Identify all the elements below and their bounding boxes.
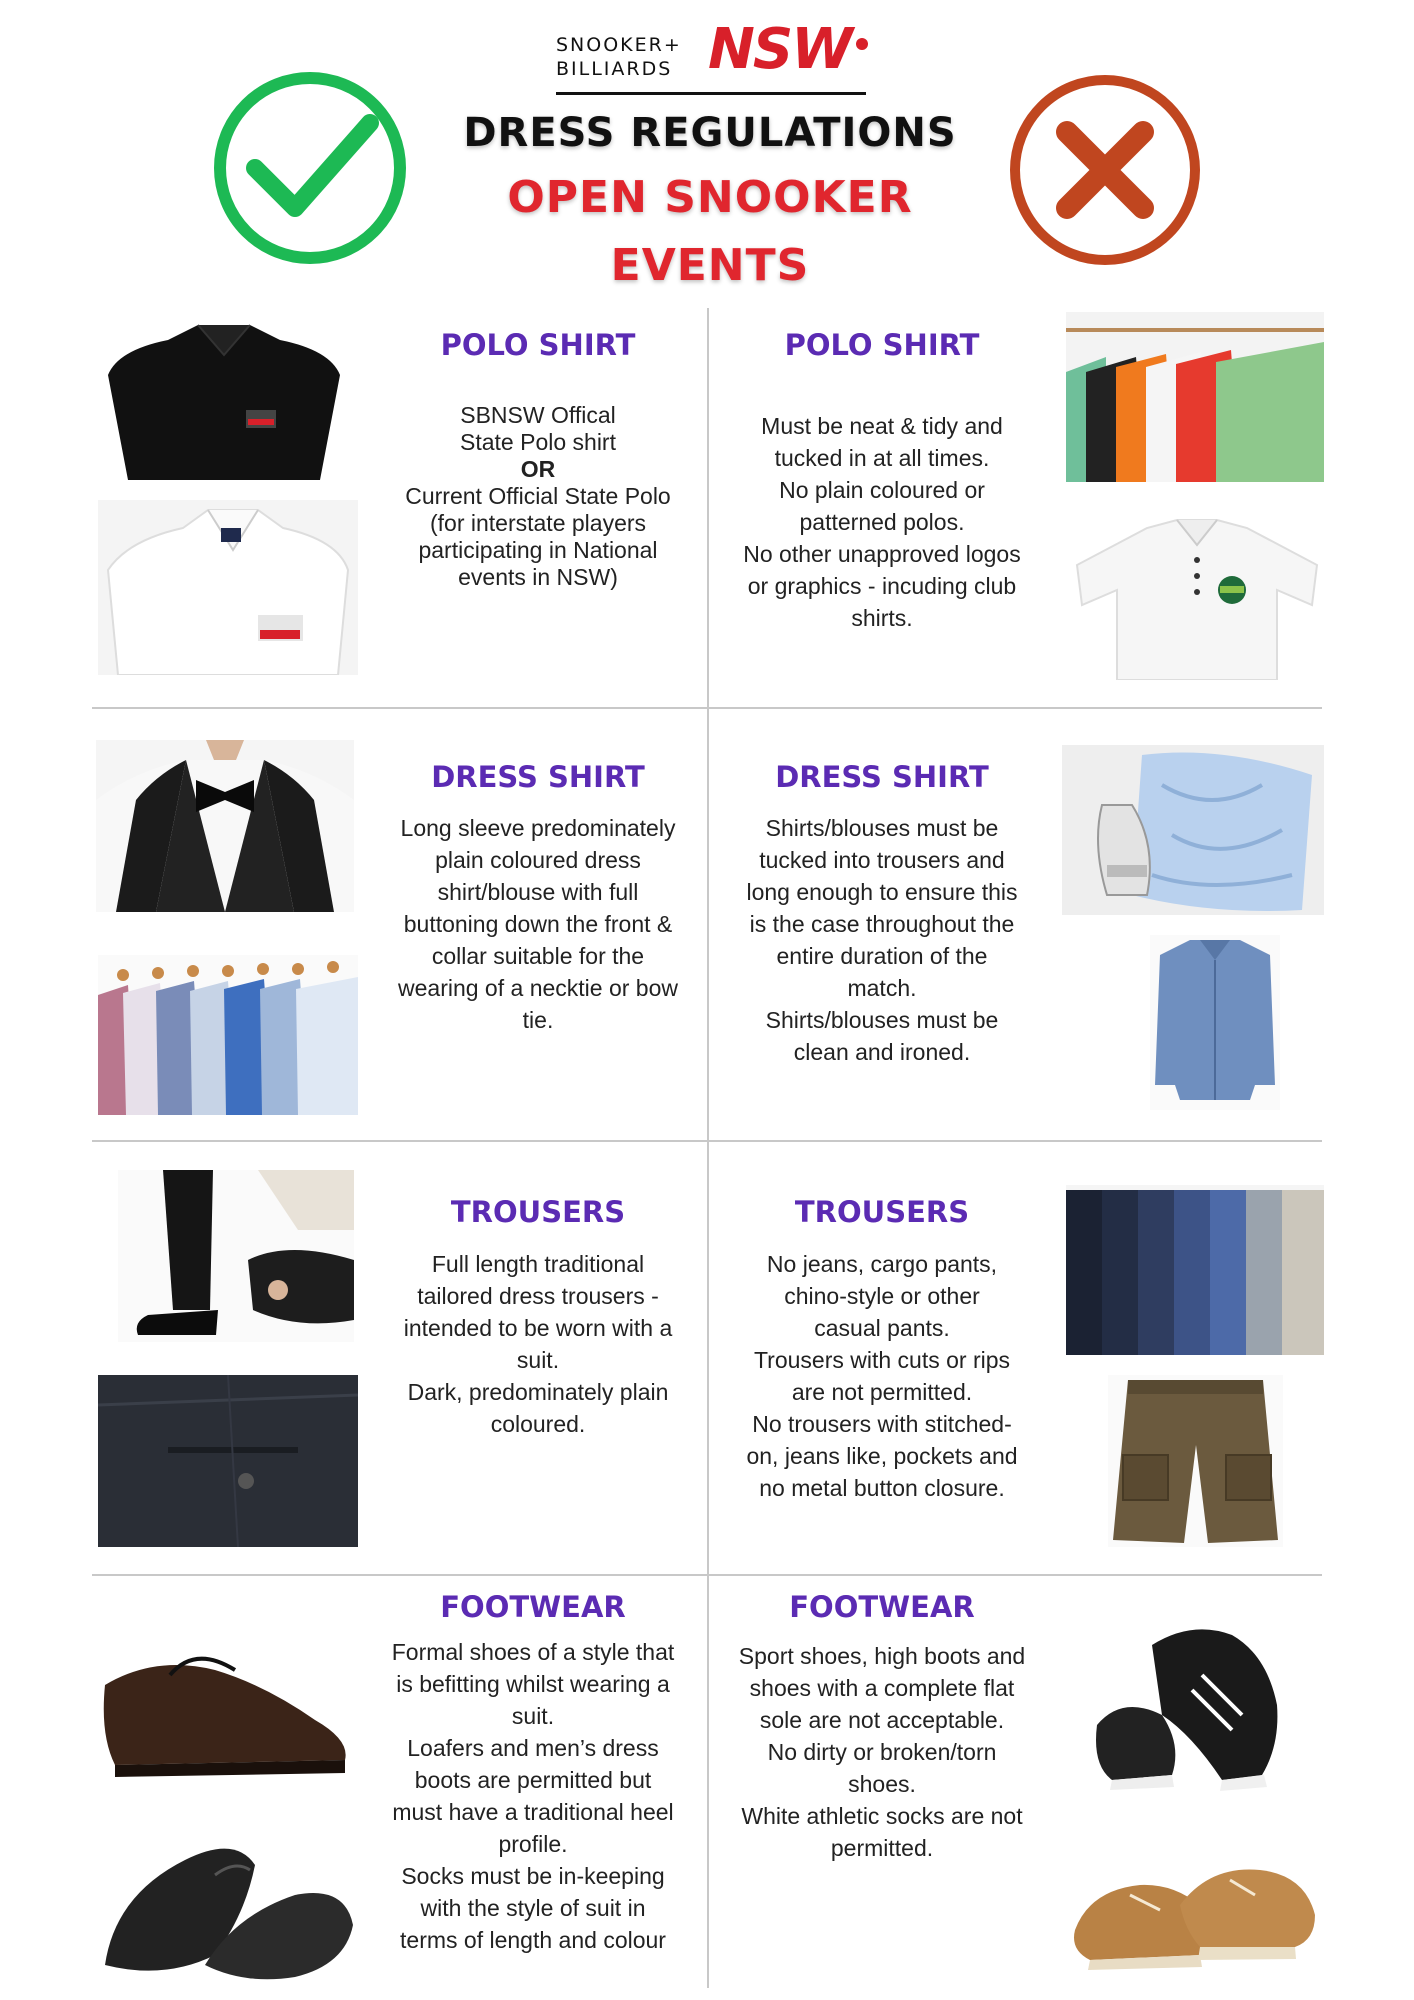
footwear-allowed-heading: FOOTWEAR xyxy=(440,1590,626,1624)
trousers-not-allowed-heading: TROUSERS xyxy=(794,1195,970,1229)
row-divider-2 xyxy=(92,1140,1322,1142)
text-line: are not permitted. xyxy=(791,1379,973,1405)
text-line: profile. xyxy=(498,1831,568,1857)
text-line: Trousers with cuts or rips xyxy=(753,1347,1011,1373)
text-line: tucked in at all times. xyxy=(774,445,990,471)
check-circle-icon xyxy=(210,68,410,268)
text-line: sole are not acceptable. xyxy=(759,1707,1005,1733)
footwear-not-allowed-text xyxy=(732,1640,1032,1864)
footwear-allowed-text xyxy=(383,1636,683,1956)
text-line: tucked into trousers and xyxy=(759,847,1005,873)
brown-dress-shoe-image xyxy=(95,1625,357,1785)
text-line: wearing of a necktie or bow xyxy=(398,975,678,1001)
text-line: No jeans, cargo pants, xyxy=(766,1251,998,1277)
footwear-not-allowed-heading: FOOTWEAR xyxy=(789,1590,975,1624)
text-line: Shirts/blouses must be xyxy=(765,815,999,841)
sport-sneakers-image xyxy=(1092,1615,1282,1793)
trouser-fabric-closeup-image xyxy=(98,1375,358,1547)
club-logo-polo-image xyxy=(1072,510,1322,680)
text-line: No trousers with stitched- xyxy=(752,1411,1012,1437)
text-line: Shirts/blouses must be xyxy=(765,1007,999,1033)
text-line: Socks must be in-keeping xyxy=(401,1863,665,1889)
untucked-shirt-image xyxy=(1150,935,1280,1110)
dress-shirt-not-allowed-heading: DRESS SHIRT xyxy=(775,760,989,794)
text-line: State Polo shirt xyxy=(460,429,616,455)
text-line: match. xyxy=(847,975,917,1001)
text-line: shirts. xyxy=(851,605,913,631)
sbnsw-logo xyxy=(556,17,876,98)
text-line: No other unapproved logos xyxy=(743,541,1021,567)
logo-rule xyxy=(556,92,866,95)
text-line: with the style of suit in xyxy=(420,1895,646,1921)
text-line: Current Official State Polo xyxy=(405,483,671,509)
x-circle-icon xyxy=(1005,70,1205,270)
jeans-stack-image xyxy=(1066,1185,1324,1355)
text-line: White athletic socks are not xyxy=(741,1803,1023,1829)
colored-polos-rack-image xyxy=(1066,312,1324,482)
text-line: OR xyxy=(520,456,556,482)
text-line: No dirty or broken/torn xyxy=(767,1739,997,1765)
text-line: (for interstate players xyxy=(429,510,647,536)
text-line: entire duration of the xyxy=(776,943,988,969)
dress-shirt-allowed-text xyxy=(388,812,688,1036)
text-line: suit. xyxy=(516,1347,560,1373)
text-line: patterned polos. xyxy=(799,509,965,535)
text-line: participating in National xyxy=(418,537,658,563)
logo-line2: BILLIARDS xyxy=(556,58,673,80)
text-line: terms of length and colour xyxy=(400,1927,666,1953)
center-divider xyxy=(707,308,709,1988)
text-line: No plain coloured or xyxy=(779,477,985,503)
black-loafers-image xyxy=(95,1805,357,1985)
black-polo-image xyxy=(98,315,350,480)
text-line: buttoning down the front & xyxy=(403,911,673,937)
text-line: must have a traditional heel xyxy=(392,1799,674,1825)
polo-allowed-text xyxy=(388,402,688,591)
waistcoat-bowtie-image xyxy=(96,740,354,912)
polo-allowed-heading: POLO SHIRT xyxy=(440,328,636,362)
text-line: or graphics - incuding club xyxy=(747,573,1017,599)
text-line: Long sleeve predominately xyxy=(400,815,676,841)
text-line: is befitting whilst wearing a xyxy=(396,1671,670,1697)
cargo-shorts-image xyxy=(1108,1375,1283,1547)
page-title: DRESS REGULATIONS xyxy=(463,110,957,156)
page-subtitle-line2: EVENTS xyxy=(610,240,810,291)
text-line: shirt/blouse with full xyxy=(437,879,639,905)
tan-casual-shoes-image xyxy=(1070,1835,1320,1975)
text-line: Loafers and men’s dress xyxy=(407,1735,659,1761)
text-line: on, jeans like, pockets and xyxy=(746,1443,1018,1469)
logo-brand: NSW xyxy=(708,17,851,82)
polo-not-allowed-text xyxy=(732,410,1032,634)
row-divider-1 xyxy=(92,707,1322,709)
text-line: Formal shoes of a style that xyxy=(391,1639,675,1665)
text-line: chino-style or other xyxy=(784,1283,980,1309)
trousers-allowed-heading: TROUSERS xyxy=(450,1195,626,1229)
text-line: tie. xyxy=(522,1007,554,1033)
text-line: Full length traditional xyxy=(431,1251,645,1277)
text-line: Sport shoes, high boots and xyxy=(738,1643,1026,1669)
polo-not-allowed-heading: POLO SHIRT xyxy=(784,328,980,362)
dress-shirt-allowed-heading: DRESS SHIRT xyxy=(431,760,645,794)
white-polo-image xyxy=(98,500,358,675)
text-line: Dark, predominately plain xyxy=(407,1379,669,1405)
dress-shirt-not-allowed-text xyxy=(732,812,1032,1068)
text-line: permitted. xyxy=(830,1835,934,1861)
text-line: coloured. xyxy=(490,1411,586,1437)
text-line: shoes. xyxy=(848,1771,916,1797)
page-subtitle-line1: OPEN SNOOKER xyxy=(507,172,913,223)
text-line: SBNSW Offical xyxy=(460,402,616,428)
row-divider-3 xyxy=(92,1574,1322,1576)
trousers-allowed-text xyxy=(388,1248,688,1440)
text-line: intended to be worn with a xyxy=(403,1315,673,1341)
text-line: Must be neat & tidy and xyxy=(761,413,1003,439)
text-line: long enough to ensure this xyxy=(746,879,1018,905)
text-line: casual pants. xyxy=(814,1315,950,1341)
logo-line1: SNOOKER+ xyxy=(556,34,682,56)
text-line: is the case throughout the xyxy=(749,911,1015,937)
trousers-not-allowed-text xyxy=(732,1248,1032,1504)
text-line: clean and ironed. xyxy=(793,1039,971,1065)
dress-trousers-shoes-image xyxy=(118,1170,354,1342)
text-line: tailored dress trousers - xyxy=(417,1283,659,1309)
text-line: collar suitable for the xyxy=(431,943,645,969)
text-line: no metal button closure. xyxy=(759,1475,1005,1501)
text-line: events in NSW) xyxy=(458,564,618,590)
text-line: plain coloured dress xyxy=(435,847,641,873)
shirts-on-hangers-image xyxy=(98,955,358,1115)
wrinkled-shirt-iron-image xyxy=(1062,745,1324,915)
text-line: shoes with a complete flat xyxy=(749,1675,1015,1701)
text-line: suit. xyxy=(511,1703,555,1729)
logo-dot xyxy=(856,38,868,50)
text-line: boots are permitted but xyxy=(414,1767,652,1793)
